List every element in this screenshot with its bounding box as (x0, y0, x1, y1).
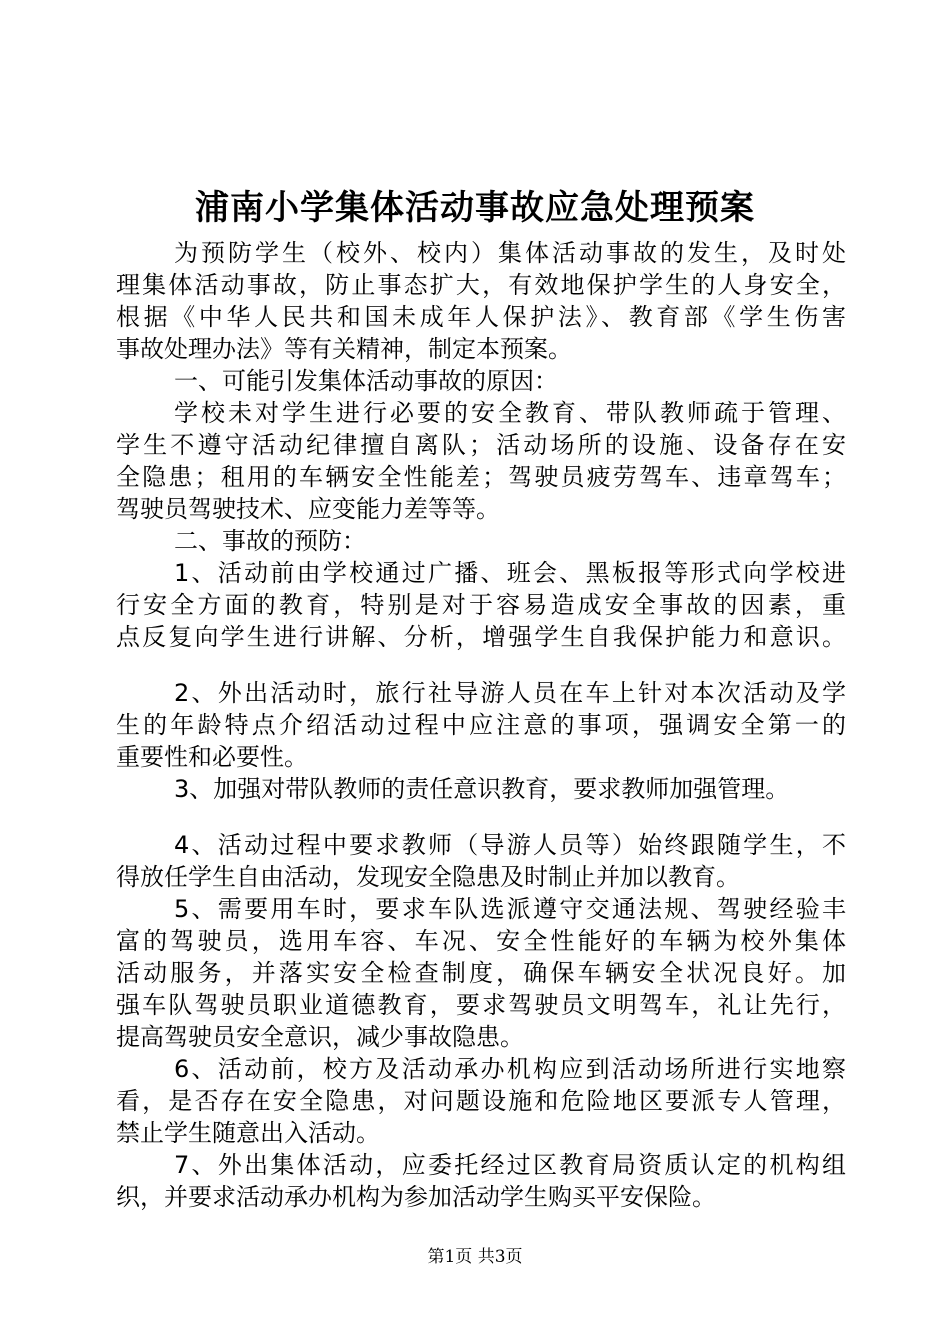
paragraph-line: 全隐患；租用的车辆安全性能差；驾驶员疲劳驾车、违章驾车； (116, 463, 846, 491)
page-footer: 第1页 共3页 (427, 1247, 523, 1267)
paragraph-line: 看，是否存在安全隐患，对问题设施和危险地区要派专人管理， (116, 1087, 846, 1115)
paragraph-line: 5、需要用车时，要求车队选派遵守交通法规、驾驶经验丰 (174, 895, 846, 923)
section-heading: 二、事故的预防： (174, 527, 366, 555)
paragraph-line: 1、活动前由学校通过广播、班会、黑板报等形式向学校进 (174, 559, 846, 587)
paragraph-line: 重要性和必要性。 (116, 743, 308, 771)
section-heading: 一、可能引发集体活动事故的原因： (174, 367, 558, 395)
paragraph-line: 驾驶员驾驶技术、应变能力差等等。 (116, 495, 500, 523)
paragraph-line: 事故处理办法》等有关精神，制定本预案。 (116, 335, 572, 363)
paragraph-line: 活动服务，并落实安全检查制度，确保车辆安全状况良好。加 (116, 959, 846, 987)
paragraph-line: 行安全方面的教育，特别是对于容易造成安全事故的因素，重 (116, 591, 846, 619)
paragraph-line: 生的年龄特点介绍活动过程中应注意的事项，强调安全第一的 (116, 711, 846, 739)
document-title: 浦南小学集体活动事故应急处理预案 (195, 188, 755, 228)
paragraph-line: 禁止学生随意出入活动。 (116, 1119, 380, 1147)
paragraph-line: 学生不遵守活动纪律擅自离队；活动场所的设施、设备存在安 (116, 431, 846, 459)
paragraph-line: 2、外出活动时，旅行社导游人员在车上针对本次活动及学 (174, 679, 846, 707)
paragraph-line: 为预防学生（校外、校内）集体活动事故的发生，及时处 (174, 239, 846, 267)
paragraph-line: 根据《中华人民共和国未成年人保护法》、教育部《学生伤害 (116, 303, 846, 331)
paragraph-line: 4、活动过程中要求教师（导游人员等）始终跟随学生，不 (174, 831, 846, 859)
paragraph-line: 3、加强对带队教师的责任意识教育，要求教师加强管理。 (174, 775, 790, 803)
paragraph-line: 富的驾驶员，选用车容、车况、安全性能好的车辆为校外集体 (116, 927, 846, 955)
paragraph-line: 学校未对学生进行必要的安全教育、带队教师疏于管理、 (174, 399, 846, 427)
paragraph-line: 6、活动前，校方及活动承办机构应到活动场所进行实地察 (174, 1055, 846, 1083)
paragraph-line: 理集体活动事故，防止事态扩大，有效地保护学生的人身安全， (116, 271, 846, 299)
paragraph-line: 提高驾驶员安全意识，减少事故隐患。 (116, 1023, 524, 1051)
paragraph-line: 强车队驾驶员职业道德教育，要求驾驶员文明驾车，礼让先行， (116, 991, 846, 1019)
paragraph-line: 得放任学生自由活动，发现安全隐患及时制止并加以教育。 (116, 863, 740, 891)
paragraph-line: 织，并要求活动承办机构为参加活动学生购买平安保险。 (116, 1183, 716, 1211)
paragraph-line: 点反复向学生进行讲解、分析，增强学生自我保护能力和意识。 (116, 623, 846, 651)
paragraph-line: 7、外出集体活动，应委托经过区教育局资质认定的机构组 (174, 1151, 846, 1179)
